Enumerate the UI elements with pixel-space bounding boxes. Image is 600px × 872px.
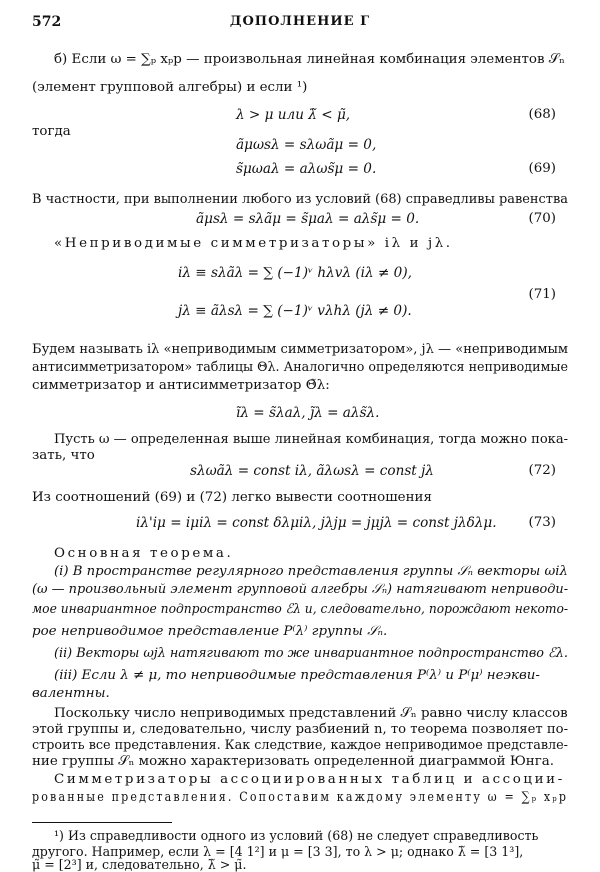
equation-tilde: ĩλ = s̃λaλ, j̃λ = aλs̃λ. (236, 405, 380, 421)
equation-number: (68) (528, 107, 556, 122)
theorem-line: (ω — произвольный элемент групповой алгебры 𝒮ₙ) натягивают неприводи- (32, 582, 569, 597)
text-line: (элемент групповой алгебры) и если ¹) (32, 80, 308, 95)
text-line: б) Если ω = ∑ₚ xₚp — произвольная линейная комбинация элементов 𝒮ₙ (54, 52, 565, 67)
text-line: ние группы 𝒮ₙ можно характеризовать определенной диаграммой Юнга. (32, 754, 554, 769)
text-line: Будем называть iλ «неприводимым симметризатором», jλ — «неприводимым (32, 342, 569, 357)
section-heading: рованные представления. Сопоставим каждому элементу ω = ∑ₚ xₚp (32, 790, 569, 805)
equation-69a: ãμωsλ = sλωãμ = 0, (236, 137, 377, 153)
text-line: «Неприводимые симметризаторы» iλ и jλ. (54, 236, 453, 251)
page-number: 572 (32, 14, 62, 30)
text-line: Поскольку число неприводимых представлений 𝒮ₙ равно числу классов (54, 706, 568, 721)
equation-number: (70) (528, 211, 556, 226)
section-heading: Симметризаторы ассоциированных таблиц и ассоции- (54, 772, 565, 787)
running-title: ДОПОЛНЕНИЕ Г (229, 14, 371, 29)
theorem-title: Основная теорема. (54, 546, 234, 561)
equation-72: sλωãλ = const iλ, ãλωsλ = const jλ (190, 463, 434, 479)
text-line: симметризатор и антисимметризатор Θ̃λ: (32, 378, 330, 393)
text-line: этой группы и, следовательно, числу разбиений n, то теорема позволяет по- (32, 722, 569, 737)
text-line: В частности, при выполнении любого из условий (68) справедливы равенства (32, 192, 568, 207)
theorem-line: (ii) Векторы ωjλ натягивают то же инвариантное подпространство ℰλ. (54, 646, 568, 661)
theorem-line: валентны. (32, 686, 110, 701)
text-line: строить все представления. Как следствие, каждое неприводимое представле- (32, 738, 569, 753)
equation-73: iλ'iμ = iμiλ = const δλμiλ, jλjμ = jμjλ = const jλδλμ. (136, 515, 497, 531)
equation-number: (72) (528, 463, 556, 478)
footnote-line: ¹) Из справедливости одного из условий (68) не следует справедливость (54, 828, 539, 843)
text-line: Пусть ω — определенная выше линейная комбинация, тогда можно пока- (54, 432, 569, 447)
equation-number: (71) (528, 287, 556, 302)
text-line: тогда (32, 124, 71, 139)
text-line: Из соотношений (69) и (72) легко вывести соотношения (32, 490, 432, 505)
equation-71a: iλ ≡ sλãλ = ∑ (−1)ᵛ hλvλ (iλ ≠ 0), (178, 265, 412, 281)
footnote-rule (32, 822, 172, 823)
equation-69b: s̃μωaλ = aλωs̃μ = 0. (236, 161, 377, 177)
theorem-line: рое неприводимое представление P⁽λ⁾ группы 𝒮ₙ. (32, 624, 388, 639)
equation-71b: jλ ≡ ãλsλ = ∑ (−1)ᵛ vλhλ (jλ ≠ 0). (178, 303, 412, 319)
theorem-line: (iii) Если λ ≠ μ, то неприводимые представления P⁽λ⁾ и P⁽μ⁾ неэкви- (54, 668, 540, 683)
equation-70: ãμsλ = sλãμ = s̃μaλ = aλs̃μ = 0. (196, 211, 420, 227)
equation-number: (69) (528, 161, 556, 176)
theorem-line: (i) В пространстве регулярного представления группы 𝒮ₙ векторы ωiλ (54, 564, 568, 579)
footnote-line: другого. Например, если λ = [4 1²] и μ = [3 3], то λ > μ; однако λ̃ = [3 1³], (32, 844, 524, 859)
equation-number: (73) (528, 515, 556, 530)
text-line: зать, что (32, 448, 95, 463)
equation-68: λ > μ или λ̃ < μ̃, (236, 107, 351, 123)
text-line: антисимметризатором» таблицы Θλ. Аналогично определяются неприводимые (32, 360, 568, 375)
theorem-line: мое инвариантное подпространство ℰλ и, следовательно, порождают некото- (32, 602, 569, 617)
footnote-line: μ̃ = [2³] и, следовательно, λ̃ > μ̃. (32, 857, 247, 872)
